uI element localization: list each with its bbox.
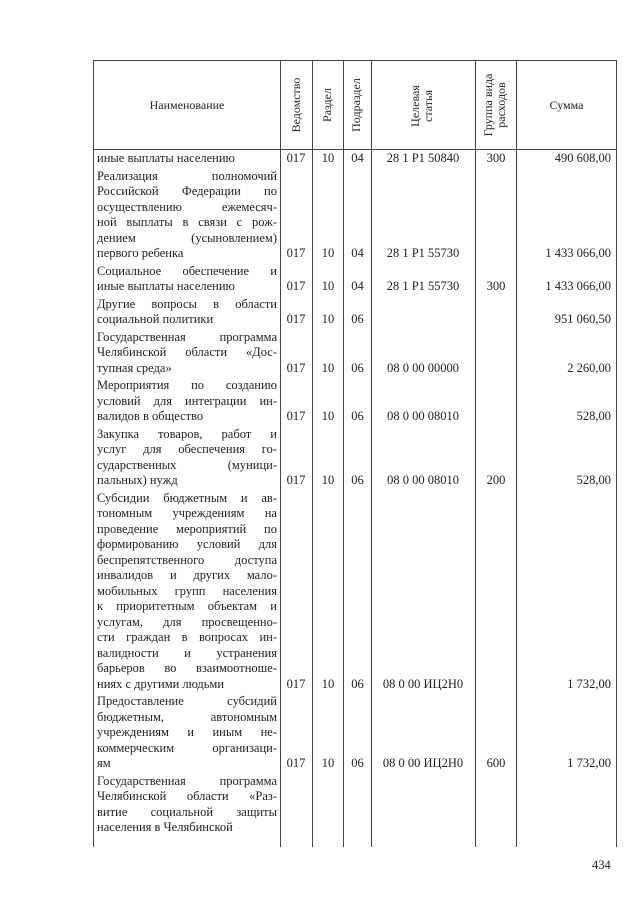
row-razdel: 10 xyxy=(321,151,335,165)
row-name-line: Другие вопросы в области xyxy=(97,296,277,311)
row-name-line: Закупка товаров, работ и xyxy=(97,426,277,441)
row-vedomstvo: 017 xyxy=(286,279,306,293)
row-name-line: Мероприятия по созданию xyxy=(97,378,277,392)
row-celevaya-statya: 08 0 00 08010 xyxy=(387,473,459,487)
row-name-line: Субсидии бюджетным и ав- xyxy=(97,490,277,505)
row-name-line: к приоритетным объектам и xyxy=(97,599,277,613)
row-name-line: Реализация полномочий xyxy=(97,168,277,183)
row-name-line: условий для интеграции ин- xyxy=(97,393,277,408)
row-vedomstvo: 017 xyxy=(286,360,306,375)
row-celevaya-statya: 08 0 00 ИЦ2Н0 xyxy=(382,756,464,770)
row-name-line: Государственная программа xyxy=(97,773,277,788)
row-name xyxy=(97,427,277,489)
row-name-line: населения в Челябинской xyxy=(97,820,233,834)
row-razdel: 10 xyxy=(321,473,335,487)
row-name-line: сударственных (муници- xyxy=(97,457,277,472)
row-gruppa: 300 xyxy=(486,279,506,293)
row-vedomstvo: 017 xyxy=(286,473,306,487)
row-name-line: тономным учреждениям на xyxy=(97,506,277,520)
row-razdel: 10 xyxy=(321,312,335,326)
row-podrazdel: 04 xyxy=(351,151,364,165)
row-name-line: коммерческим организаци- xyxy=(97,740,277,755)
row-name-line: валидности и устранения xyxy=(97,645,277,660)
table-row xyxy=(94,264,617,295)
row-podrazdel: 06 xyxy=(351,676,364,691)
row-name-line: беспрепятственного доступа xyxy=(97,552,277,567)
row-name xyxy=(97,330,277,377)
table-row xyxy=(94,694,617,772)
row-razdel: 10 xyxy=(321,246,335,260)
header-gruppa-line2: расходов xyxy=(494,82,508,128)
row-summa: 2 260,00 xyxy=(567,360,611,375)
header-celevaya-line2: статья xyxy=(421,90,435,122)
row-summa: 951 060,50 xyxy=(554,312,611,326)
row-razdel: 10 xyxy=(321,360,335,375)
row-podrazdel: 04 xyxy=(351,246,364,260)
header-podrazdel: Подраздел xyxy=(349,78,363,132)
row-vedomstvo: 017 xyxy=(286,246,306,260)
budget-table xyxy=(93,60,617,847)
table-row xyxy=(94,378,617,425)
header-divider xyxy=(94,149,617,150)
row-name-line: инвалидов и других мало- xyxy=(97,568,277,582)
row-name-line: витие социальной защиты xyxy=(97,804,277,819)
row-celevaya-statya: 08 0 00 00000 xyxy=(387,360,459,375)
row-name-line: осуществлению ежемесяч- xyxy=(97,199,277,214)
row-name-line: барьеров во взаимоотноше- xyxy=(97,661,277,675)
row-celevaya-statya: 08 0 00 ИЦ2Н0 xyxy=(382,676,464,691)
row-name xyxy=(97,378,277,425)
row-name xyxy=(97,169,277,262)
header-vedomstvo: Ведомство xyxy=(289,77,303,133)
header-name-label: Наименование xyxy=(149,97,225,112)
row-summa: 1 732,00 xyxy=(567,676,611,691)
row-name-line: Челябинской области «Дос- xyxy=(97,345,277,359)
row-celevaya-statya: 28 1 Р1 55730 xyxy=(386,279,460,293)
row-podrazdel: 06 xyxy=(351,409,364,423)
row-name-line: услугам, для просвещенно- xyxy=(97,614,277,629)
row-name-line: сти граждан в вопросах ин- xyxy=(97,630,277,644)
row-celevaya-statya: 28 1 Р1 50840 xyxy=(386,151,460,165)
table-row xyxy=(94,330,617,377)
row-name-line: ниях с другими людьми xyxy=(97,676,225,691)
row-name xyxy=(97,151,277,167)
header-gruppa-line1: Группа вида xyxy=(481,73,495,137)
row-name-line: Социальное обеспечение и xyxy=(97,263,277,278)
table-row xyxy=(94,297,617,328)
row-razdel: 10 xyxy=(321,409,335,423)
row-razdel: 10 xyxy=(321,676,335,691)
row-vedomstvo: 017 xyxy=(286,151,306,165)
row-name-line: Челябинской области «Раз- xyxy=(97,789,277,803)
page-number: 434 xyxy=(592,858,611,872)
row-name-line: валидов в общество xyxy=(97,409,204,423)
row-name-line: ной выплаты в связи с рож- xyxy=(97,215,277,229)
row-name-line: первого ребенка xyxy=(97,246,184,260)
row-podrazdel: 04 xyxy=(351,279,364,293)
row-razdel: 10 xyxy=(321,279,335,293)
row-name xyxy=(97,774,277,836)
row-name-line: проведение мероприятий по xyxy=(97,521,277,536)
row-summa: 528,00 xyxy=(576,409,611,423)
header-gruppa-vida-rashodov xyxy=(482,65,510,145)
row-name-line: тупная среда» xyxy=(97,360,172,375)
header-summa xyxy=(517,61,616,149)
row-vedomstvo: 017 xyxy=(286,676,306,691)
row-name-line: социальной политики xyxy=(97,312,214,326)
row-name-line: Российской Федерации по xyxy=(97,184,277,198)
row-celevaya-statya: 28 1 Р1 55730 xyxy=(386,246,460,260)
row-razdel: 10 xyxy=(321,756,335,770)
row-podrazdel: 06 xyxy=(351,360,364,375)
row-summa: 1 732,00 xyxy=(567,756,611,770)
row-vedomstvo: 017 xyxy=(286,312,306,326)
header-razdel: Раздел xyxy=(320,88,334,122)
row-podrazdel: 06 xyxy=(351,756,364,770)
row-name-line: услуг для обеспечения го- xyxy=(97,442,277,456)
header-summa-label: Сумма xyxy=(549,97,584,112)
row-summa: 528,00 xyxy=(576,473,611,487)
row-name-line: Предоставление субсидий xyxy=(97,694,277,708)
table-row xyxy=(94,427,617,489)
row-name-line: ям xyxy=(97,756,111,770)
header-celevaya-line1: Целевая xyxy=(408,85,422,127)
row-name xyxy=(97,694,277,772)
row-name-line: пальных) нужд xyxy=(97,473,178,487)
row-name-line: формированию условий для xyxy=(97,537,277,551)
row-name-line: иные выплаты населению xyxy=(97,279,235,293)
row-gruppa: 300 xyxy=(486,151,506,165)
row-name-line: Государственная программа xyxy=(97,329,277,344)
table-row xyxy=(94,151,617,167)
row-podrazdel: 06 xyxy=(351,473,364,487)
row-summa: 490 608,00 xyxy=(554,151,611,165)
row-name-line: мобильных групп населения xyxy=(97,583,277,598)
row-name xyxy=(97,297,277,328)
table-row xyxy=(94,169,617,262)
row-gruppa: 600 xyxy=(486,756,506,770)
table-row xyxy=(94,491,617,693)
row-name-line: дением (усыновлением) xyxy=(97,230,277,245)
table-row xyxy=(94,774,617,836)
row-name xyxy=(97,491,277,693)
row-celevaya-statya: 08 0 00 08010 xyxy=(387,409,459,423)
header-celevaya-statya xyxy=(409,66,437,146)
row-summa: 1 433 066,00 xyxy=(545,246,611,260)
row-vedomstvo: 017 xyxy=(286,409,306,423)
row-gruppa: 200 xyxy=(486,473,506,487)
row-name-line: учреждениям и иным не- xyxy=(97,725,277,739)
row-vedomstvo: 017 xyxy=(286,756,306,770)
row-name-line: иные выплаты населению xyxy=(97,151,235,165)
row-name-line: бюджетным, автономным xyxy=(97,709,277,724)
header-name xyxy=(94,61,280,149)
row-name xyxy=(97,264,277,295)
row-podrazdel: 06 xyxy=(351,312,364,326)
row-summa: 1 433 066,00 xyxy=(545,279,611,293)
